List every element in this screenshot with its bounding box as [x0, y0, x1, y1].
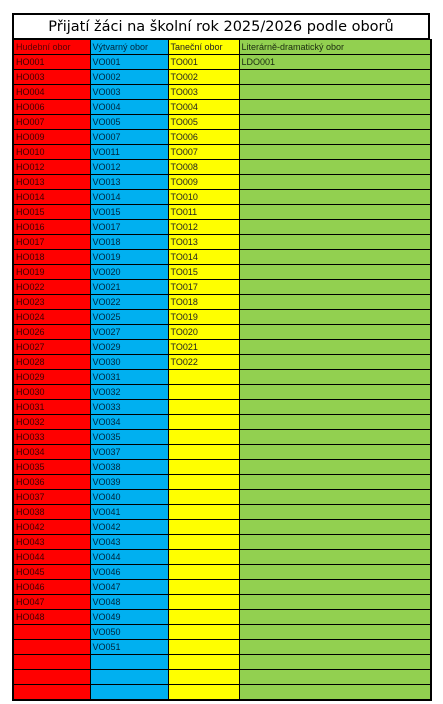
- hud-cell[interactable]: HO001: [13, 55, 90, 70]
- hud-cell[interactable]: HO012: [13, 160, 90, 175]
- table-row: [13, 235, 431, 250]
- table-row: [13, 640, 431, 655]
- tan-cell[interactable]: [168, 625, 239, 640]
- hud-cell[interactable]: HO007: [13, 115, 90, 130]
- tan-cell[interactable]: [168, 505, 239, 520]
- lit-cell[interactable]: [239, 670, 431, 685]
- hud-cell[interactable]: [13, 655, 90, 670]
- hud-cell[interactable]: HO006: [13, 100, 90, 115]
- lit-cell[interactable]: [239, 535, 431, 550]
- lit-cell[interactable]: [239, 310, 431, 325]
- hud-cell[interactable]: HO047: [13, 595, 90, 610]
- hud-cell[interactable]: HO032: [13, 415, 90, 430]
- tan-cell[interactable]: TO005: [168, 115, 239, 130]
- tan-cell[interactable]: TO012: [168, 220, 239, 235]
- table-row: [13, 325, 431, 340]
- lit-cell[interactable]: [239, 400, 431, 415]
- vyt-cell[interactable]: VO018: [90, 235, 168, 250]
- lit-cell[interactable]: [239, 640, 431, 655]
- table-row: [13, 610, 431, 625]
- vyt-cell[interactable]: [90, 655, 168, 670]
- table-row: [13, 565, 431, 580]
- hud-cell[interactable]: HO038: [13, 505, 90, 520]
- header-row: [13, 40, 431, 55]
- tan-cell[interactable]: [168, 565, 239, 580]
- tan-cell[interactable]: [168, 400, 239, 415]
- tan-cell[interactable]: TO013: [168, 235, 239, 250]
- hud-cell[interactable]: HO026: [13, 325, 90, 340]
- table-row: [13, 685, 431, 701]
- hud-cell[interactable]: HO022: [13, 280, 90, 295]
- vyt-cell[interactable]: VO046: [90, 565, 168, 580]
- hud-cell[interactable]: [13, 625, 90, 640]
- tan-cell[interactable]: [168, 445, 239, 460]
- tan-cell[interactable]: TO011: [168, 205, 239, 220]
- vyt-cell[interactable]: VO035: [90, 430, 168, 445]
- vyt-cell[interactable]: VO027: [90, 325, 168, 340]
- hud-cell[interactable]: [13, 640, 90, 655]
- tan-cell[interactable]: TO022: [168, 355, 239, 370]
- table-row: [13, 205, 431, 220]
- tan-cell[interactable]: [168, 415, 239, 430]
- lit-cell[interactable]: [239, 520, 431, 535]
- lit-cell[interactable]: [239, 490, 431, 505]
- lit-cell[interactable]: [239, 85, 431, 100]
- table-row: [13, 430, 431, 445]
- vyt-cell[interactable]: VO033: [90, 400, 168, 415]
- table-row: [13, 370, 431, 385]
- lit-cell[interactable]: [239, 250, 431, 265]
- vyt-cell[interactable]: VO029: [90, 340, 168, 355]
- hud-cell[interactable]: HO030: [13, 385, 90, 400]
- tan-cell[interactable]: [168, 550, 239, 565]
- lit-cell[interactable]: [239, 430, 431, 445]
- vyt-cell[interactable]: VO039: [90, 475, 168, 490]
- hud-cell[interactable]: HO015: [13, 205, 90, 220]
- hud-cell[interactable]: HO036: [13, 475, 90, 490]
- vyt-cell[interactable]: VO013: [90, 175, 168, 190]
- hud-cell[interactable]: HO043: [13, 535, 90, 550]
- table-row: [13, 550, 431, 565]
- tan-cell[interactable]: [168, 670, 239, 685]
- table-row: [13, 505, 431, 520]
- table-row: [13, 340, 431, 355]
- header-tanecni-obor: Taneční obor: [168, 40, 239, 55]
- vyt-cell[interactable]: VO042: [90, 520, 168, 535]
- hud-cell[interactable]: HO003: [13, 70, 90, 85]
- table-row: [13, 655, 431, 670]
- table-row: [13, 625, 431, 640]
- lit-cell[interactable]: [239, 220, 431, 235]
- table-row: [13, 220, 431, 235]
- table-row: [13, 400, 431, 415]
- tan-cell[interactable]: TO014: [168, 250, 239, 265]
- vyt-cell[interactable]: VO015: [90, 205, 168, 220]
- tan-cell[interactable]: [168, 385, 239, 400]
- hud-cell[interactable]: HO017: [13, 235, 90, 250]
- table-row: [13, 580, 431, 595]
- vyt-cell[interactable]: VO032: [90, 385, 168, 400]
- hud-cell[interactable]: HO013: [13, 175, 90, 190]
- vyt-cell[interactable]: [90, 685, 168, 701]
- lit-cell[interactable]: [239, 595, 431, 610]
- table-row: [13, 280, 431, 295]
- lit-cell[interactable]: [239, 385, 431, 400]
- tan-cell[interactable]: TO002: [168, 70, 239, 85]
- header-hudebni-obor: Hudební obor: [13, 40, 90, 55]
- table-row: [13, 70, 431, 85]
- hud-cell[interactable]: HO010: [13, 145, 90, 160]
- table-row: [13, 535, 431, 550]
- lit-cell[interactable]: [239, 70, 431, 85]
- lit-cell[interactable]: [239, 550, 431, 565]
- vyt-cell[interactable]: VO001: [90, 55, 168, 70]
- header-vytvarny-obor: Výtvarný obor: [90, 40, 168, 55]
- table-row: [13, 265, 431, 280]
- tan-cell[interactable]: [168, 610, 239, 625]
- tan-cell[interactable]: TO007: [168, 145, 239, 160]
- vyt-cell[interactable]: VO034: [90, 415, 168, 430]
- hud-cell[interactable]: HO037: [13, 490, 90, 505]
- tan-cell[interactable]: [168, 490, 239, 505]
- vyt-cell[interactable]: VO037: [90, 445, 168, 460]
- vyt-cell[interactable]: VO017: [90, 220, 168, 235]
- lit-cell[interactable]: [239, 445, 431, 460]
- tan-cell[interactable]: TO008: [168, 160, 239, 175]
- tan-cell[interactable]: TO015: [168, 265, 239, 280]
- table-row: [13, 130, 431, 145]
- tan-cell[interactable]: TO021: [168, 340, 239, 355]
- vyt-cell[interactable]: [90, 670, 168, 685]
- lit-cell[interactable]: [239, 565, 431, 580]
- tan-cell[interactable]: TO017: [168, 280, 239, 295]
- lit-cell[interactable]: [239, 655, 431, 670]
- hud-cell[interactable]: HO029: [13, 370, 90, 385]
- tan-cell[interactable]: [168, 475, 239, 490]
- vyt-cell[interactable]: VO049: [90, 610, 168, 625]
- vyt-cell[interactable]: VO025: [90, 310, 168, 325]
- lit-cell[interactable]: [239, 625, 431, 640]
- header-literarne-dramaticky-obor: Literárně-dramatický obor: [239, 40, 431, 55]
- vyt-cell[interactable]: VO050: [90, 625, 168, 640]
- lit-cell[interactable]: [239, 265, 431, 280]
- hud-cell[interactable]: HO016: [13, 220, 90, 235]
- hud-cell[interactable]: HO046: [13, 580, 90, 595]
- tan-cell[interactable]: [168, 685, 239, 701]
- table-row: [13, 445, 431, 460]
- lit-cell[interactable]: [239, 160, 431, 175]
- vyt-cell[interactable]: VO022: [90, 295, 168, 310]
- table-row: [13, 55, 431, 70]
- tan-cell[interactable]: [168, 370, 239, 385]
- tan-cell[interactable]: [168, 535, 239, 550]
- vyt-cell[interactable]: VO031: [90, 370, 168, 385]
- vyt-cell[interactable]: VO005: [90, 115, 168, 130]
- tan-cell[interactable]: TO020: [168, 325, 239, 340]
- lit-cell[interactable]: [239, 130, 431, 145]
- students-table: [12, 39, 432, 701]
- tan-cell[interactable]: [168, 655, 239, 670]
- lit-cell[interactable]: [239, 610, 431, 625]
- lit-cell[interactable]: [239, 100, 431, 115]
- hud-cell[interactable]: HO034: [13, 445, 90, 460]
- hud-cell[interactable]: HO035: [13, 460, 90, 475]
- table-row: [13, 670, 431, 685]
- table-row: [13, 310, 431, 325]
- lit-cell[interactable]: [239, 355, 431, 370]
- tan-cell[interactable]: TO018: [168, 295, 239, 310]
- lit-cell[interactable]: [239, 415, 431, 430]
- tan-cell[interactable]: TO006: [168, 130, 239, 145]
- tan-cell[interactable]: TO003: [168, 85, 239, 100]
- lit-cell[interactable]: [239, 295, 431, 310]
- table-row: [13, 85, 431, 100]
- tan-cell[interactable]: [168, 640, 239, 655]
- vyt-cell[interactable]: VO038: [90, 460, 168, 475]
- hud-cell[interactable]: HO048: [13, 610, 90, 625]
- hud-cell[interactable]: HO023: [13, 295, 90, 310]
- hud-cell[interactable]: HO024: [13, 310, 90, 325]
- table-row: [13, 595, 431, 610]
- tan-cell[interactable]: [168, 580, 239, 595]
- hud-cell[interactable]: HO009: [13, 130, 90, 145]
- vyt-cell[interactable]: VO004: [90, 100, 168, 115]
- lit-cell[interactable]: [239, 190, 431, 205]
- tan-cell[interactable]: TO010: [168, 190, 239, 205]
- vyt-cell[interactable]: VO003: [90, 85, 168, 100]
- vyt-cell[interactable]: VO048: [90, 595, 168, 610]
- lit-cell[interactable]: [239, 235, 431, 250]
- hud-cell[interactable]: HO045: [13, 565, 90, 580]
- vyt-cell[interactable]: VO041: [90, 505, 168, 520]
- tan-cell[interactable]: TO001: [168, 55, 239, 70]
- tan-cell[interactable]: [168, 520, 239, 535]
- table-row: [13, 115, 431, 130]
- table-row: [13, 160, 431, 175]
- tan-cell[interactable]: [168, 460, 239, 475]
- lit-cell[interactable]: [239, 460, 431, 475]
- hud-cell[interactable]: HO033: [13, 430, 90, 445]
- vyt-cell[interactable]: VO043: [90, 535, 168, 550]
- table-row: [13, 460, 431, 475]
- vyt-cell[interactable]: VO019: [90, 250, 168, 265]
- vyt-cell[interactable]: VO040: [90, 490, 168, 505]
- tan-cell[interactable]: TO009: [168, 175, 239, 190]
- lit-cell[interactable]: [239, 685, 431, 701]
- hud-cell[interactable]: [13, 685, 90, 701]
- hud-cell[interactable]: HO027: [13, 340, 90, 355]
- table-row: [13, 385, 431, 400]
- hud-cell[interactable]: [13, 670, 90, 685]
- lit-cell[interactable]: [239, 115, 431, 130]
- hud-cell[interactable]: HO004: [13, 85, 90, 100]
- lit-cell[interactable]: [239, 475, 431, 490]
- lit-cell[interactable]: [239, 205, 431, 220]
- vyt-cell[interactable]: VO021: [90, 280, 168, 295]
- vyt-cell[interactable]: VO051: [90, 640, 168, 655]
- spreadsheet: [12, 13, 430, 701]
- hud-cell[interactable]: HO044: [13, 550, 90, 565]
- hud-cell[interactable]: HO018: [13, 250, 90, 265]
- tan-cell[interactable]: [168, 430, 239, 445]
- table-row: [13, 355, 431, 370]
- table-row: [13, 520, 431, 535]
- lit-cell[interactable]: [239, 505, 431, 520]
- lit-cell[interactable]: [239, 370, 431, 385]
- lit-cell[interactable]: [239, 280, 431, 295]
- vyt-cell[interactable]: VO014: [90, 190, 168, 205]
- table-row: [13, 295, 431, 310]
- table-row: [13, 175, 431, 190]
- table-row: [13, 190, 431, 205]
- vyt-cell[interactable]: VO007: [90, 130, 168, 145]
- lit-cell[interactable]: [239, 145, 431, 160]
- tan-cell[interactable]: TO019: [168, 310, 239, 325]
- hud-cell[interactable]: HO019: [13, 265, 90, 280]
- vyt-cell[interactable]: VO020: [90, 265, 168, 280]
- vyt-cell[interactable]: VO044: [90, 550, 168, 565]
- lit-cell[interactable]: [239, 580, 431, 595]
- tan-cell[interactable]: [168, 595, 239, 610]
- lit-cell[interactable]: [239, 325, 431, 340]
- vyt-cell[interactable]: VO047: [90, 580, 168, 595]
- vyt-cell[interactable]: VO030: [90, 355, 168, 370]
- lit-cell[interactable]: [239, 175, 431, 190]
- table-row: [13, 475, 431, 490]
- hud-cell[interactable]: HO028: [13, 355, 90, 370]
- lit-cell[interactable]: LDO001: [239, 55, 431, 70]
- tan-cell[interactable]: TO004: [168, 100, 239, 115]
- vyt-cell[interactable]: VO012: [90, 160, 168, 175]
- table-row: [13, 490, 431, 505]
- vyt-cell[interactable]: VO002: [90, 70, 168, 85]
- table-row: [13, 100, 431, 115]
- hud-cell[interactable]: HO031: [13, 400, 90, 415]
- hud-cell[interactable]: HO014: [13, 190, 90, 205]
- vyt-cell[interactable]: VO011: [90, 145, 168, 160]
- table-row: [13, 250, 431, 265]
- lit-cell[interactable]: [239, 340, 431, 355]
- table-row: [13, 415, 431, 430]
- page-title: Přijatí žáci na školní rok 2025/2026 podle oborů: [12, 13, 430, 39]
- table-row: [13, 145, 431, 160]
- hud-cell[interactable]: HO042: [13, 520, 90, 535]
